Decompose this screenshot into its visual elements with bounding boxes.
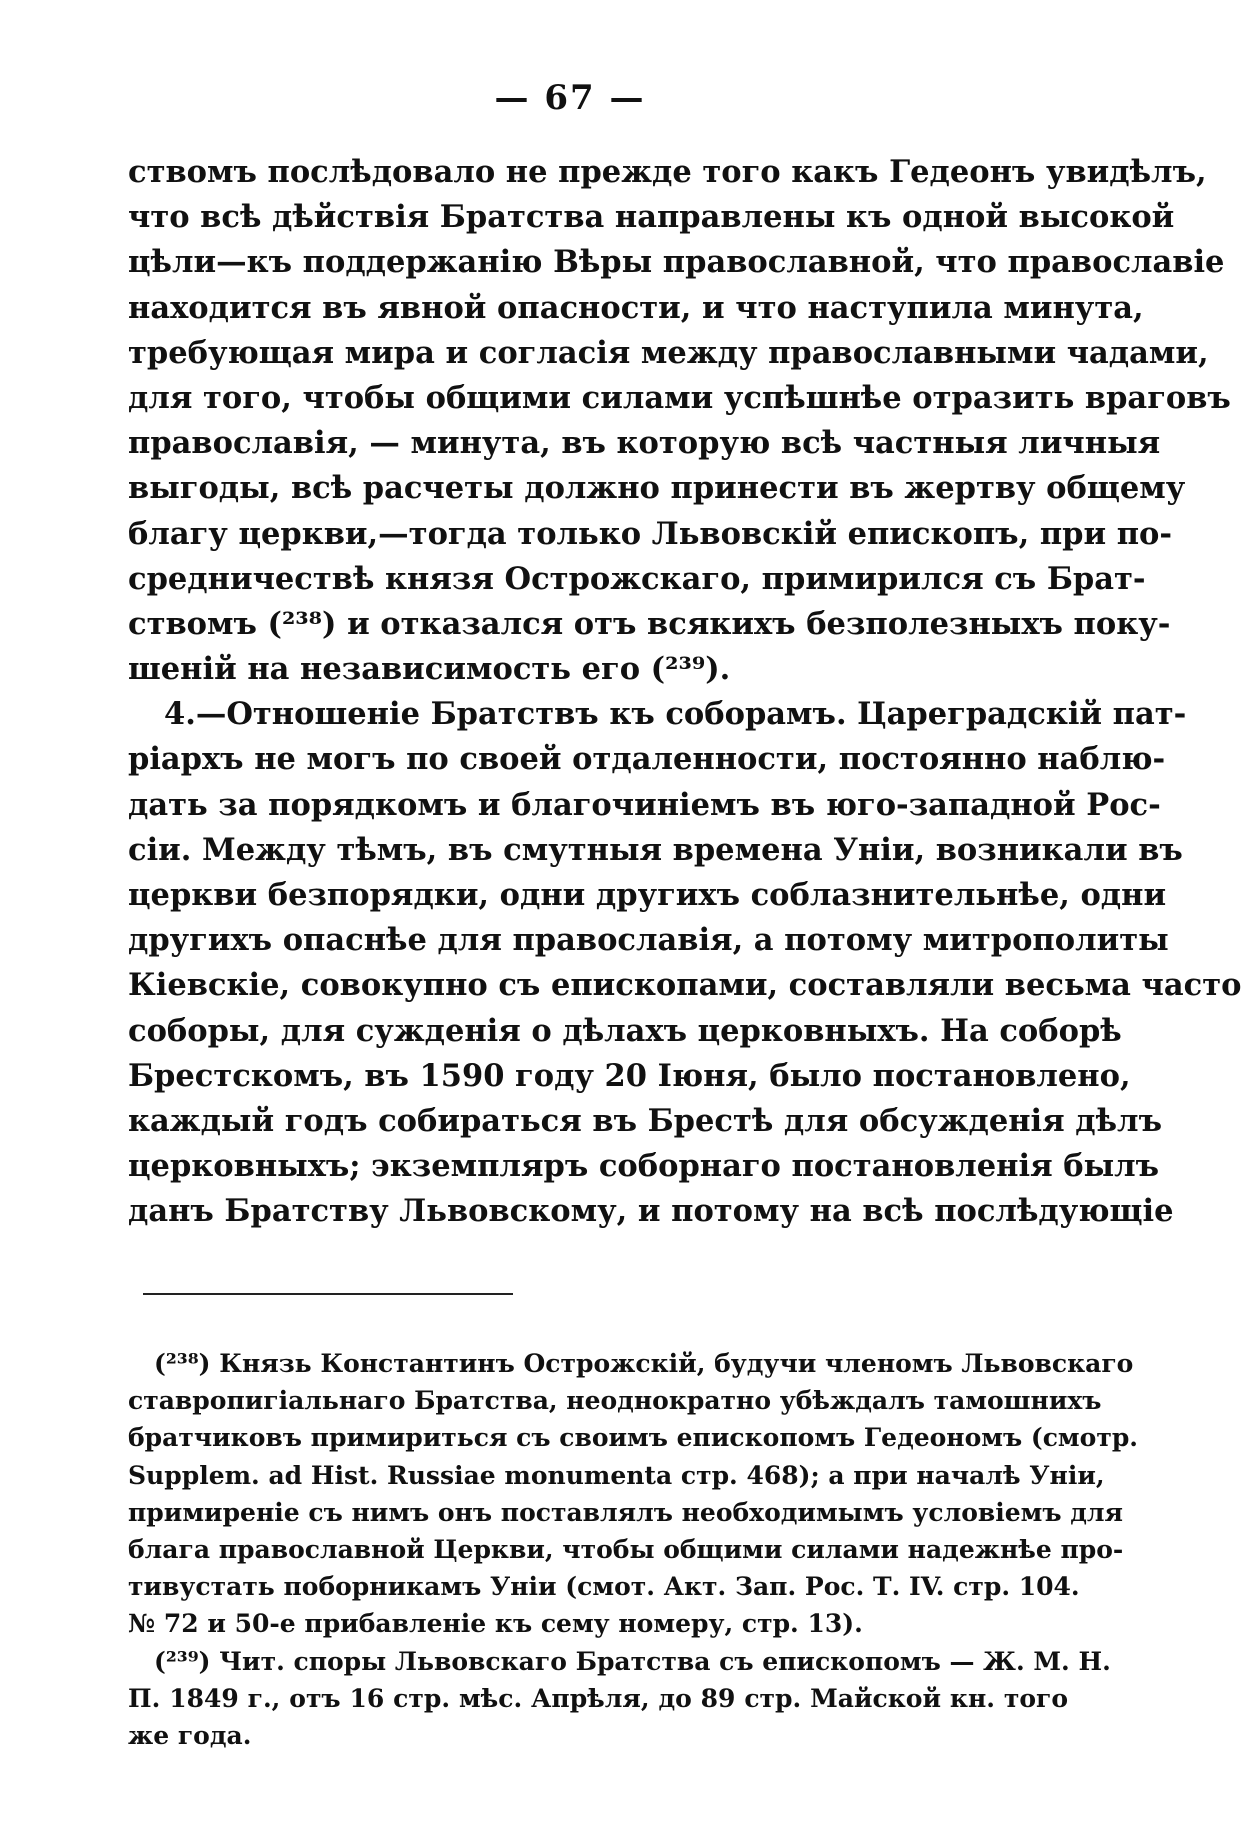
text-line: средничествѣ князя Острожскаго, примирился съ Брат- (128, 560, 1146, 597)
footnote-238-line: примиреніе съ нимъ онъ поставлялъ необходимымъ условіемъ для (128, 1497, 1123, 1527)
text-line: дать за порядкомъ и благочиніемъ въ юго-западной Рос- (128, 786, 1161, 823)
footnote-divider (143, 1293, 513, 1295)
text-line: церкви безпорядки, одни другихъ соблазнительнѣе, одни (128, 877, 1167, 913)
text-line: шеній на независимость его (²³⁹). (128, 651, 731, 688)
text-line: соборы, для сужденія о дѣлахъ церковныхъ. На соборѣ (128, 1012, 1122, 1049)
text-line: требующая мира и согласія между православными чадами, (128, 334, 1209, 371)
text-line: данъ Братству Львовскому, и потому на всѣ послѣдующіе (128, 1193, 1174, 1230)
text-line: благу церкви,—тогда только Львовскій епископъ, при по- (128, 515, 1173, 552)
footnote-238-line: № 72 и 50-е прибавленіе къ сему номеру, стр. 13). (128, 1609, 863, 1639)
main-text (128, 150, 1241, 1235)
text-line: церковныхъ; экземпляръ соборнаго постановленія былъ (128, 1148, 1160, 1185)
text-line: цѣли—къ поддержанію Вѣры православной, что православіе (128, 244, 1225, 281)
footnote-239-line: же года. (128, 1720, 252, 1750)
text-line: выгоды, всѣ расчеты должно принести въ жертву общему (128, 470, 1186, 507)
footnote-238-line: (²³⁸) Князь Константинъ Острожскій, будучи членомъ Львовскаго (154, 1349, 1134, 1378)
footnote-238-line: братчиковъ примириться съ своимъ епископомъ Гедеономъ (смотр. (128, 1423, 1138, 1453)
text-line: находится въ явной опасности, и что наступила минута, (128, 289, 1144, 326)
page-number: — 67 — (494, 78, 646, 118)
text-line: другихъ опаснѣе для православія, а потому митрополиты (128, 922, 1169, 959)
text-line: ріархъ не могъ по своей отдаленности, постоянно наблю- (128, 741, 1166, 778)
text-line: что всѣ дѣйствія Братства направлены къ одной высокой (128, 199, 1175, 236)
footnote-239-line: (²³⁹) Чит. споры Львовскаго Братства съ епископомъ — Ж. М. Н. (154, 1646, 1111, 1676)
footnote-238-line: тивустать поборникамъ Уніи (смот. Акт. Зап. Рос. Т. IV. стр. 104. (128, 1572, 1080, 1602)
text-line: Брестскомъ, въ 1590 году 20 Іюня, было постановлено, (128, 1057, 1131, 1094)
text-line: Кіевскіе, совокупно съ епископами, составляли весьма часто (128, 967, 1241, 1004)
text-line: сіи. Между тѣмъ, въ смутныя времена Уніи, возникали въ (128, 831, 1183, 868)
text-line: ствомъ (²³⁸) и отказался отъ всякихъ безполезныхъ поку- (128, 605, 1171, 642)
text-line: ствомъ послѣдовало не прежде того какъ Гедеонъ увидѣлъ, (128, 154, 1207, 190)
text-line: для того, чтобы общими силами успѣшнѣе отразить враговъ (128, 379, 1231, 416)
footnote-238-line: Supplem. ad Hist. Russiae monumenta стр. 468); а при началѣ Уніи, (128, 1460, 1105, 1490)
footnote-239-line: П. 1849 г., отъ 16 стр. мѣс. Апрѣля, до 89 стр. Майской кн. того (128, 1683, 1068, 1713)
footnote-238-line: блага православной Церкви, чтобы общими силами надежнѣе про- (128, 1534, 1124, 1564)
footnotes (128, 1345, 1138, 1754)
section-heading-line: 4.—Отношеніе Братствъ къ соборамъ. Цареградскій пат- (164, 696, 1187, 733)
text-line: каждый годъ собираться въ Брестѣ для обсужденія дѣлъ (128, 1102, 1162, 1139)
footnote-238-line: ставропигіальнаго Братства, неоднократно убѣждалъ тамошнихъ (128, 1386, 1102, 1416)
text-line: православія, — минута, въ которую всѣ частныя личныя (128, 425, 1161, 462)
